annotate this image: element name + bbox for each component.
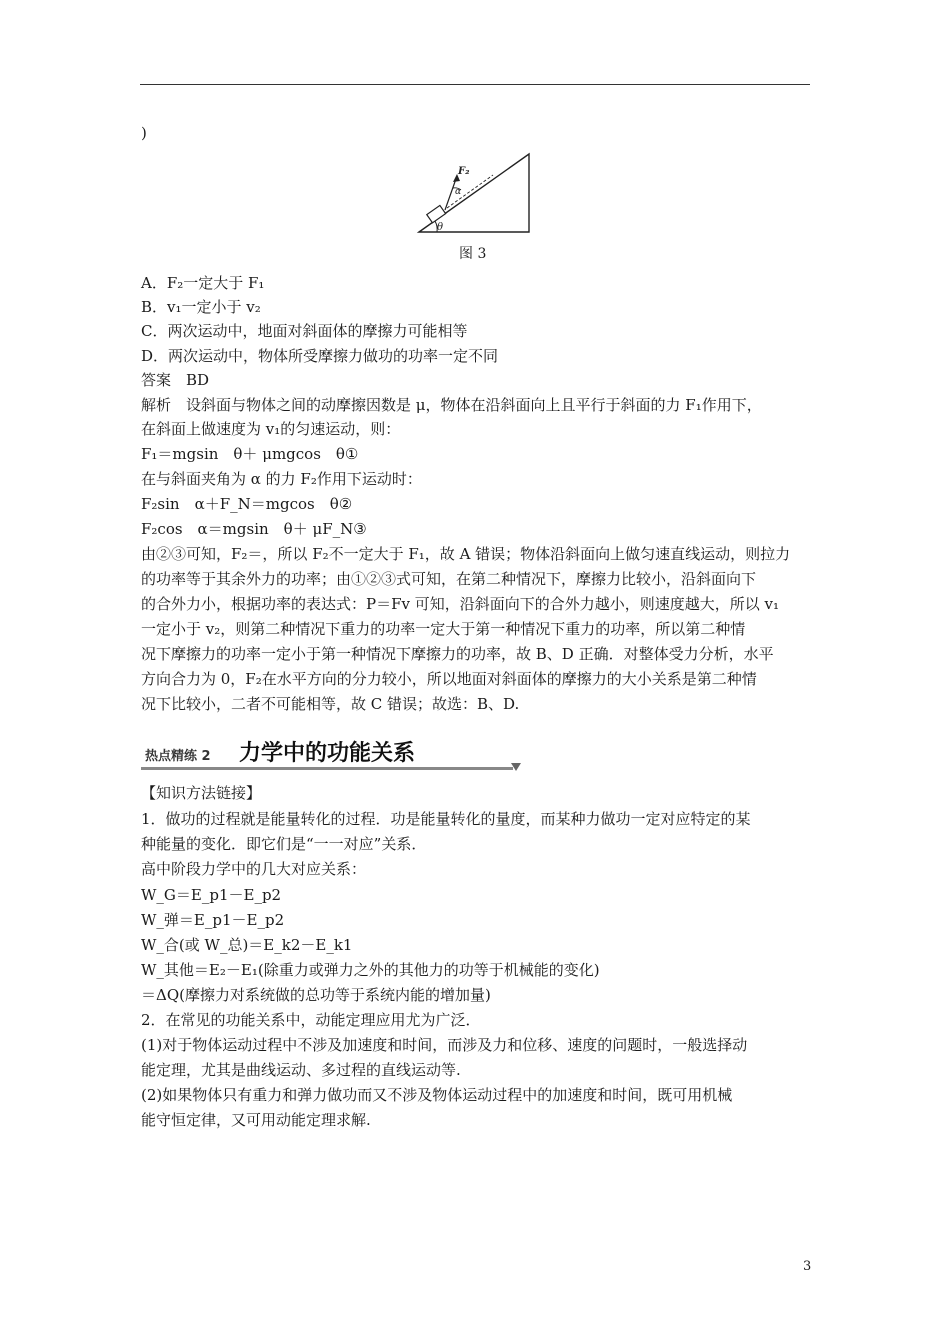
continuation-paren: ) bbox=[141, 124, 147, 142]
answer: 答案 BD bbox=[141, 371, 210, 389]
knowledge-line: 能守恒定律，又可用动能定理求解. bbox=[141, 1111, 371, 1129]
section-tag: 热点精练 2 bbox=[145, 749, 211, 764]
f2-label: F₂ bbox=[458, 166, 470, 177]
analysis-line: 的合外力小，根据功率的表达式：P＝Fv 可知，沿斜面向下的合外力越小，则速度越大，所以 v₁ bbox=[141, 595, 780, 613]
knowledge-line: 高中阶段力学中的几大对应关系： bbox=[141, 860, 367, 878]
option-c: C．两次运动中，地面对斜面体的摩擦力可能相等 bbox=[141, 322, 468, 340]
analysis-line: 在与斜面夹角为 α 的力 F₂作用下运动时： bbox=[141, 470, 422, 488]
option-b: B．v₁一定小于 v₂ bbox=[141, 298, 261, 316]
section-header bbox=[141, 741, 516, 767]
work-relation: W_其他＝E₂－E₁(除重力或弹力之外的其他力的功等于机械能的变化) bbox=[141, 961, 600, 979]
analysis-line: 况下摩擦力的功率一定小于第一种情况下摩擦力的功率，故 B、D 正确．对整体受力分析，水平 bbox=[141, 645, 774, 663]
analysis-line: 由②③可知，F₂＝，所以 F₂不一定大于 F₁，故 A 错误；物体沿斜面向上做匀速直线运动，则拉力 bbox=[141, 545, 791, 563]
equation-3: F₂cos α＝mgsin θ＋ μF_N③ bbox=[141, 520, 367, 538]
knowledge-line: 能定理，尤其是曲线运动、多过程的直线运动等. bbox=[141, 1061, 461, 1079]
equation-2: F₂sin α＋F_N＝mgcos θ② bbox=[141, 495, 353, 513]
work-relation: W_G＝E_p1－E_p2 bbox=[141, 886, 282, 904]
knowledge-line: 1．做功的过程就是能量转化的过程．功是能量转化的量度，而某种力做功一定对应特定的某 bbox=[141, 810, 751, 828]
equation-1: F₁＝mgsin θ＋ μmgcos θ① bbox=[141, 445, 359, 463]
incline-figure bbox=[415, 150, 535, 236]
analysis-line: 解析 设斜面与物体之间的动摩擦因数是 μ，物体在沿斜面向上且平行于斜面的力 F₁作用下， bbox=[141, 396, 762, 414]
option-d: D．两次运动中，物体所受摩擦力做功的功率一定不同 bbox=[141, 347, 499, 365]
option-a: A．F₂一定大于 F₁ bbox=[141, 274, 265, 292]
knowledge-line: 2．在常见的功能关系中，动能定理应用尤为广泛． bbox=[141, 1011, 481, 1029]
work-relation: ＝ΔQ(摩擦力对系统做的总功等于系统内能的增加量) bbox=[141, 986, 491, 1004]
analysis-line: 的功率等于其余外力的功率；由①②③式可知，在第二种情况下，摩擦力比较小，沿斜面向下 bbox=[141, 570, 757, 588]
section-arrow-icon bbox=[511, 763, 521, 771]
analysis-line: 一定小于 v₂，则第二种情况下重力的功率一定大于第一种情况下重力的功率，所以第二种情 bbox=[141, 620, 746, 638]
work-relation: W_弹＝E_p1－E_p2 bbox=[141, 911, 285, 929]
alpha-label: α bbox=[455, 187, 462, 197]
knowledge-line: 种能量的变化．即它们是“一一对应”关系． bbox=[141, 835, 427, 853]
figure-caption: 图 3 bbox=[459, 246, 487, 262]
theta-label: θ bbox=[437, 222, 444, 233]
analysis-line: 方向合力为 0，F₂在水平方向的分力较小，所以地面对斜面体的摩擦力的大小关系是第二种情 bbox=[141, 670, 757, 688]
section-underline bbox=[141, 767, 513, 770]
analysis-line: 在斜面上做速度为 v₁的匀速运动，则： bbox=[141, 420, 401, 438]
page-number: 3 bbox=[803, 1259, 812, 1274]
dashed-reference bbox=[447, 175, 493, 208]
knowledge-line: (1)对于物体运动过程中不涉及加速度和时间，而涉及力和位移、速度的问题时，一般选择动 bbox=[141, 1036, 748, 1054]
section-title: 力学中的功能关系 bbox=[239, 741, 416, 766]
block bbox=[427, 205, 446, 222]
knowledge-line: (2)如果物体只有重力和弹力做功而又不涉及物体运动过程中的加速度和时间，既可用机械 bbox=[141, 1086, 733, 1104]
analysis-line: 况下比较小，二者不可能相等，故 C 错误；故选：B、D. bbox=[141, 695, 520, 713]
work-relation: W_合(或 W_总)＝E_k2－E_k1 bbox=[141, 936, 353, 954]
knowledge-heading: 【知识方法链接】 bbox=[141, 784, 262, 802]
header-rule bbox=[140, 84, 810, 85]
